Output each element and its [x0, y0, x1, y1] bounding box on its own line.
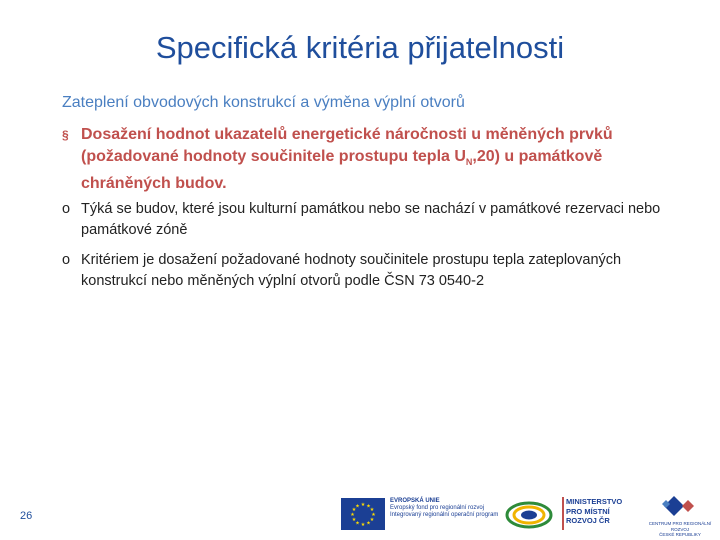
svg-text:★: ★	[355, 503, 360, 510]
main-bullet-text-after: ,20) u památkově chráněných budov.	[81, 148, 603, 193]
eu-flag-icon	[341, 498, 385, 530]
svg-text:★: ★	[366, 520, 371, 527]
sub-bullet-text: Týká se budov, které jsou kulturní památkou nebo se nachází v památkové rezervaci nebo památkové zóně	[81, 201, 661, 238]
svg-text:★: ★	[350, 512, 355, 518]
sub-bullet-marker: o	[62, 252, 71, 268]
svg-text:★: ★	[355, 520, 360, 527]
main-bullet-text-before: Dosažení hodnot ukazatelů energetické náročnosti u měněných prvků (požadované hodnoty součinitele prostupu tepla U	[81, 126, 613, 165]
svg-text:★: ★	[369, 517, 375, 523]
sub-bullet-text: Kritériem je dosažení požadované hodnoty součinitele prostupu tepla zateplovaných konstrukcí nebo měněných výplní otvorů podle ČSN 73 0540-2	[81, 252, 622, 289]
svg-text:★: ★	[360, 522, 366, 528]
slide-subtitle: Zateplení obvodových konstrukcí a výměna výplní otvorů	[62, 94, 465, 111]
page-number: 26	[20, 510, 33, 522]
crr-logo-text	[641, 521, 719, 538]
mmr-logo-line: MINISTERSTVO	[566, 497, 623, 506]
mmr-stripe	[562, 497, 564, 530]
main-bullet-text	[81, 124, 662, 195]
mmr-logo-icon	[566, 497, 622, 526]
crr-logo-line: ČESKÉ REPUBLIKY	[659, 532, 701, 537]
mmr-logo-line: PRO MÍSTNÍ	[566, 506, 610, 516]
main-bullet	[62, 124, 662, 195]
sub-bullet-1	[62, 199, 662, 241]
svg-text:★: ★	[351, 517, 357, 523]
bullet-marker: §	[62, 128, 69, 142]
sub-bullet-marker: o	[62, 201, 71, 217]
svg-text:★: ★	[351, 507, 357, 513]
svg-text:★: ★	[369, 507, 375, 513]
crr-logo-line: CENTRUM PRO REGIONÁLNÍ ROZVOJ	[648, 521, 712, 532]
eu-logo-line: Evropský fond pro regionální rozvoj	[390, 505, 485, 511]
sub-bullet-2	[62, 250, 662, 292]
svg-text:★: ★	[371, 512, 376, 518]
eu-logo-line: Integrovaný regionální operační program	[390, 512, 499, 518]
main-bullet-subscript: N	[465, 157, 473, 168]
iop-logo-icon	[505, 501, 553, 529]
svg-text:★: ★	[366, 503, 371, 510]
slide-title: Specifická kritéria přijatelnosti	[155, 30, 565, 65]
mmr-logo-line: ROZVOJ ČR	[566, 516, 610, 525]
eu-logo-text	[390, 498, 500, 519]
eu-logo-line: EVROPSKÁ UNIE	[390, 498, 440, 504]
svg-text:★: ★	[360, 502, 366, 508]
